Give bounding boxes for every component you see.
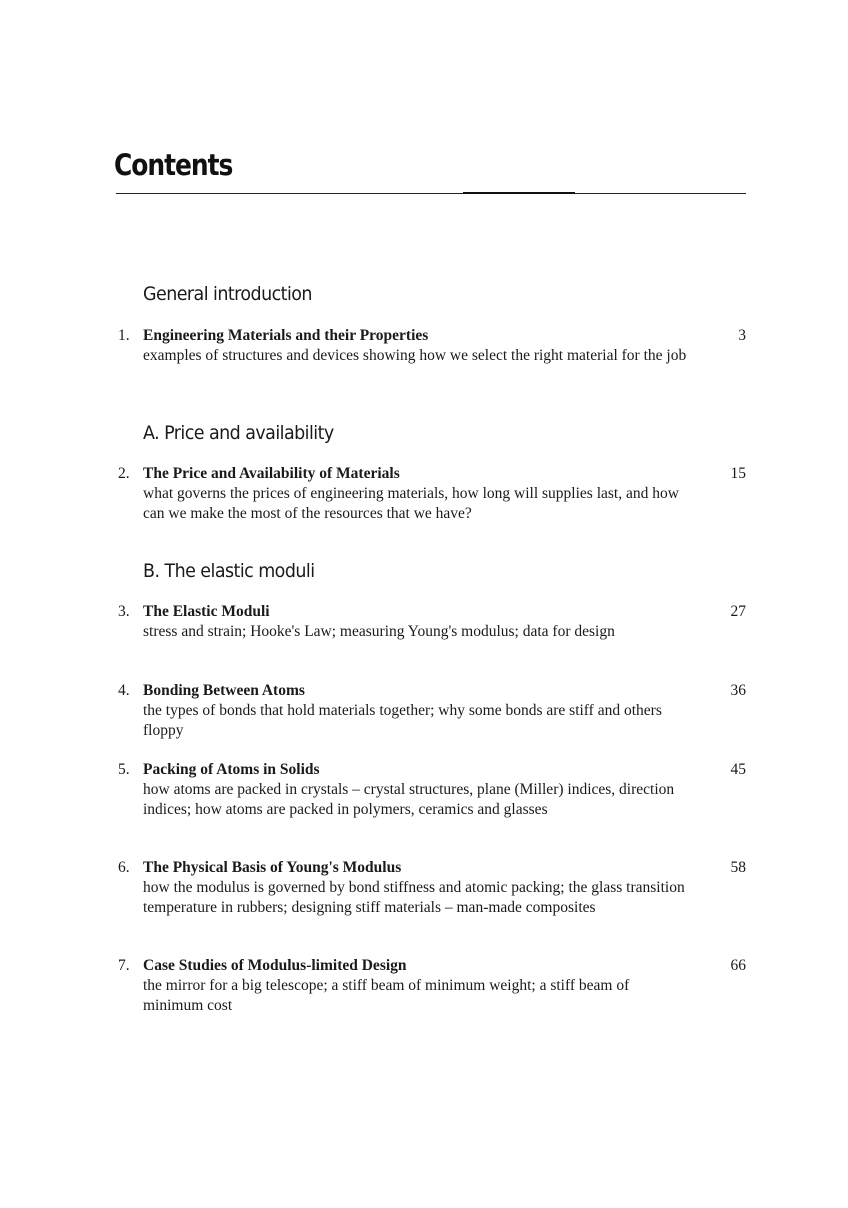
entry-number: 5. [118, 761, 130, 778]
entry-title[interactable]: Engineering Materials and their Properties [143, 327, 429, 344]
entry-number: 3. [118, 603, 130, 620]
entry-description: the mirror for a big telescope; a stiff beam of minimum weight; a stiff beam of minimum cost [143, 977, 630, 1014]
entry-number: 4. [118, 682, 130, 699]
entry-description: what governs the prices of engineering materials, how long will supplies last, and how can we make the most of the resources that we have? [143, 485, 679, 522]
entry-page-number: 27 [730, 603, 746, 620]
entry-page-number: 45 [730, 761, 746, 778]
entry-title[interactable]: Packing of Atoms in Solids [143, 761, 320, 778]
entry-title[interactable]: The Physical Basis of Young's Modulus [143, 859, 402, 876]
entry-page-number: 15 [730, 465, 746, 482]
entry-description: examples of structures and devices showing how we select the right material for the job [143, 347, 687, 364]
entry-description: how the modulus is governed by bond stiffness and atomic packing; the glass transition temperature in rubbers; designing stiff materials – man-made composites [143, 879, 685, 916]
entry-title[interactable]: The Price and Availability of Materials [143, 465, 400, 482]
section-heading-general-introduction: General introduction [143, 283, 312, 305]
entry-number: 6. [118, 859, 130, 876]
section-heading-elastic-moduli: B. The elastic moduli [143, 560, 315, 582]
title-rule [116, 193, 746, 194]
entry-number: 7. [118, 957, 130, 974]
entry-page-number: 66 [730, 957, 746, 974]
entry-title[interactable]: Bonding Between Atoms [143, 682, 305, 699]
entry-title[interactable]: Case Studies of Modulus-limited Design [143, 957, 407, 974]
page-title: Contents [114, 148, 233, 182]
entry-description: how atoms are packed in crystals – crystal structures, plane (Miller) indices, direction indices; how atoms are packed in polymers, ceramics and glasses [143, 781, 675, 818]
entry-title[interactable]: The Elastic Moduli [143, 603, 270, 620]
entry-page-number: 58 [730, 859, 746, 876]
entry-number: 2. [118, 465, 130, 482]
entry-description: stress and strain; Hooke's Law; measuring Young's modulus; data for design [143, 623, 615, 640]
section-heading-price-and-availability: A. Price and availability [143, 422, 334, 444]
entry-description: the types of bonds that hold materials together; why some bonds are stiff and others floppy [143, 702, 662, 739]
entry-page-number: 36 [730, 682, 746, 699]
title-rule-accent [463, 192, 575, 194]
entry-number: 1. [118, 327, 130, 344]
entry-page-number: 3 [738, 327, 746, 344]
